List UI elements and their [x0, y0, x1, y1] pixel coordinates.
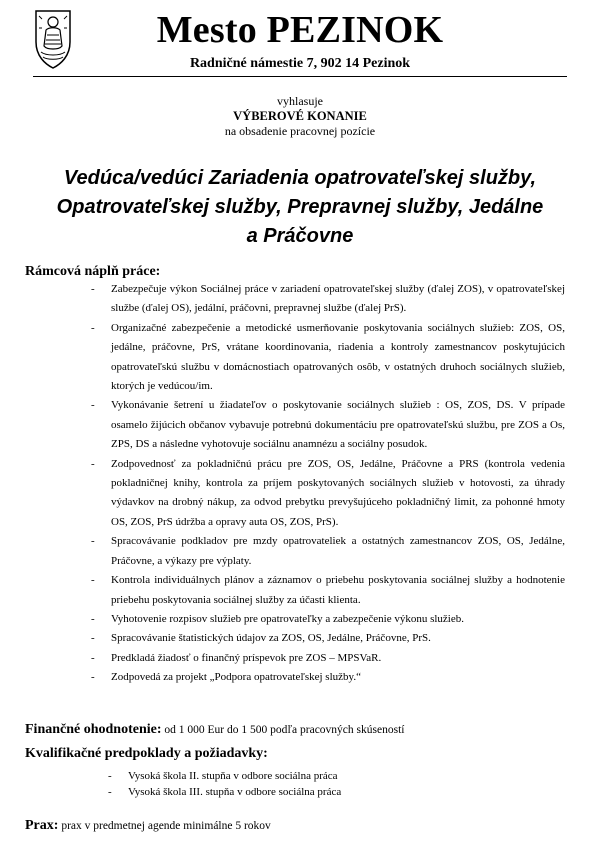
qualifications-heading: Kvalifikačné predpoklady a požiadavky: [25, 746, 268, 761]
qualification-item [108, 768, 341, 784]
bullet-dash: - [108, 786, 112, 798]
qualifications-list [108, 768, 341, 800]
duty-text: Organizačné zabezpečenie a metodické usmerňovanie poskytovania sociálnych služieb: ZOS, OS, jedálne, práčovne, PrS, vrátane koordinovania, riadenia a kontroly zamestnancov poskytujúcich opatrovateľskú službu v domácnostiach opatrovaných osôb, v ostatných druhoch sociálnych služieb, ktorých je vedúcou/im. [111, 321, 565, 393]
bullet-dash: - [91, 399, 95, 412]
duty-item [25, 532, 565, 571]
practice-value: prax v predmetnej agende minimálne 5 rokov [58, 820, 271, 832]
header-divider [33, 76, 567, 77]
announcement-verb: vyhlasuje [277, 94, 323, 108]
practice-row [25, 818, 271, 834]
qualification-text: Vysoká škola II. stupňa v odbore sociálna práca [128, 770, 338, 782]
bullet-dash: - [91, 457, 95, 470]
duty-text: Vykonávanie šetrení u žiadateľov o poskytovanie sociálnych služieb : OS, ZOS, DS. V prípade osamelo žijúcich občanov vybavuje potrebnú dokumentáciu pre opatrovateľskú službu, pre ZOS a Os, ZPS, DS a následne vyhotovuje sociálnu anamnézu a sociálny posudok. [111, 399, 565, 451]
announcement-purpose: na obsadenie pracovnej pozície [224, 124, 376, 138]
town-address: Radničné námestie 7, 902 14 Pezinok [189, 56, 411, 71]
bullet-dash: - [91, 535, 95, 548]
bullet-dash: - [91, 283, 95, 295]
duty-text: Spracovávanie štatistických údajov za ZOS, OS, Jedálne, Práčovne, PrS. [111, 632, 431, 645]
bullet-dash: - [91, 612, 95, 625]
duty-item [25, 610, 565, 629]
bullet-dash: - [91, 321, 95, 334]
announcement [0, 94, 600, 139]
town-title: Mesto PEZINOK [156, 9, 444, 51]
position-title-line: a Práčovne [246, 225, 354, 247]
duty-text: Zabezpečuje výkon Sociálnej práce v zariadení opatrovateľskej služby (ďalej ZOS), v opatrovateľskej službe (ďalej OS), jedální, práčovni, prepravnej službe (ďalej PrS). [111, 283, 565, 315]
bullet-dash: - [108, 770, 112, 782]
bullet-dash: - [91, 574, 95, 587]
duty-text: Zodpovednosť za pokladničnú prácu pre ZOS, OS, Jedálne, Práčovne a PRS (kontrola vedenia pokladničnej knihy, kontrola za príjem poskytovaných sociálnych služieb v hotovosti, za úhrady výdavkov na drobný nákup, za odvod prebytku prevyšujúceho pokladničný limit, za pohonné hmoty OS, ZOS, PrS údržba a opravy auta OS, ZOS, PrS). [111, 457, 565, 528]
bullet-dash: - [91, 651, 95, 664]
position-title-line: Vedúca/vedúci Zariadenia opatrovateľskej služby, [63, 167, 537, 189]
duty-text: Vyhotovenie rozpisov služieb pre opatrovateľky a zabezpečenie výkonu služieb. [111, 612, 464, 625]
duty-text: Predkladá žiadosť o finančný príspevok pre ZOS – MPSVaR. [111, 651, 382, 664]
duty-text: Kontrola individuálnych plánov a záznamov o priebehu poskytovania sociálnej služby a hodnotenie priebehu poskytovania sociálnej služby za účasti klienta. [111, 574, 565, 606]
bullet-dash: - [91, 632, 95, 645]
qualification-item [108, 784, 341, 800]
salary-value: od 1 000 Eur do 1 500 podľa pracovných skúseností [161, 724, 405, 736]
salary-label: Finančné ohodnotenie: [25, 722, 162, 737]
announcement-heading: VÝBEROVÉ KONANIE [233, 109, 367, 123]
duty-text: Zodpovedá za projekt „Podpora opatrovateľskej služby.“ [111, 671, 361, 684]
duty-item [25, 629, 565, 648]
duty-item [25, 396, 565, 454]
duty-item [25, 649, 565, 668]
duty-item [25, 319, 565, 397]
duties-list [25, 280, 565, 688]
position-title [20, 164, 580, 251]
duty-item [25, 668, 565, 687]
bullet-dash: - [91, 671, 95, 684]
qualification-text: Vysoká škola III. stupňa v odbore sociálna práca [128, 786, 342, 798]
practice-label: Prax: [25, 818, 59, 833]
duties-heading: Rámcová náplň práce: [25, 264, 161, 279]
duty-item [25, 455, 565, 533]
salary-row [25, 722, 404, 738]
duty-item [25, 280, 565, 319]
position-title-line: Opatrovateľskej služby, Prepravnej služby, Jedálne [56, 196, 544, 218]
duty-item [25, 571, 565, 610]
duty-text: Spracovávanie podkladov pre mzdy opatrovateliek a ostatných zamestnancov ZOS, OS, Jedálne, Práčovne, a výkazy pre výplaty. [111, 535, 565, 567]
